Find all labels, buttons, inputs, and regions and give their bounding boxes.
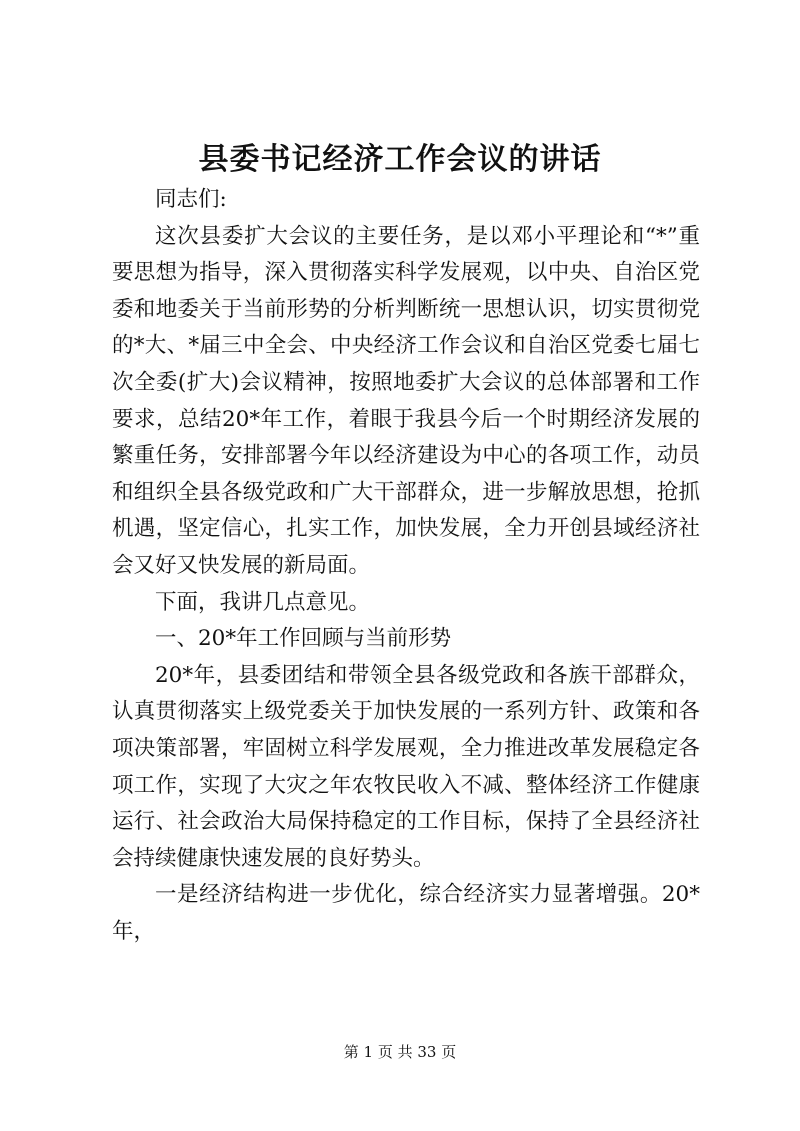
section-heading: 一、20*年工作回顾与当前形势: [155, 626, 452, 652]
page-number-footer: 第 1 页 共 33 页: [343, 1043, 457, 1061]
document-body: [112, 182, 700, 950]
document-title: 县委书记经济工作会议的讲话: [198, 142, 602, 177]
body-paragraph: 一是经济结构进一步优化，综合经济实力显著增强。20*年，: [112, 882, 700, 944]
body-paragraph: 20*年，县委团结和带领全县各级党政和各族干部群众，认真贯彻落实上级党委关于加快发展的一系列方针、政策和各项决策部署，牢固树立科学发展观，全力推进改革发展稳定各项工作，实现了大灾之年农牧民收入不减、整体经济工作健康运行、社会政治大局保持稳定的工作目标，保持了全县经济社会持续健康快速发展的良好势头。: [112, 662, 700, 871]
body-paragraph: 下面，我讲几点意见。: [155, 589, 371, 615]
body-paragraph: 这次县委扩大会议的主要任务，是以邓小平理论和“*”重要思想为指导，深入贯彻落实科学发展观，以中央、自治区党委和地委关于当前形势的分析判断统一思想认识，切实贯彻党的*大、*届三中全会、中央经济工作会议和自治区党委七届七次全委(扩大)会议精神，按照地委扩大会议的总体部署和工作要求，总结20*年工作，着眼于我县今后一个时期经济发展的繁重任务，安排部署今年以经济建设为中心的各项工作，动员和组织全县各级党政和广大干部群众，进一步解放思想，抢抓机遇，坚定信心，扎实工作，加快发展，全力开创县域经济社会又好又快发展的新局面。: [112, 223, 700, 578]
salutation-paragraph: 同志们:: [155, 187, 227, 212]
